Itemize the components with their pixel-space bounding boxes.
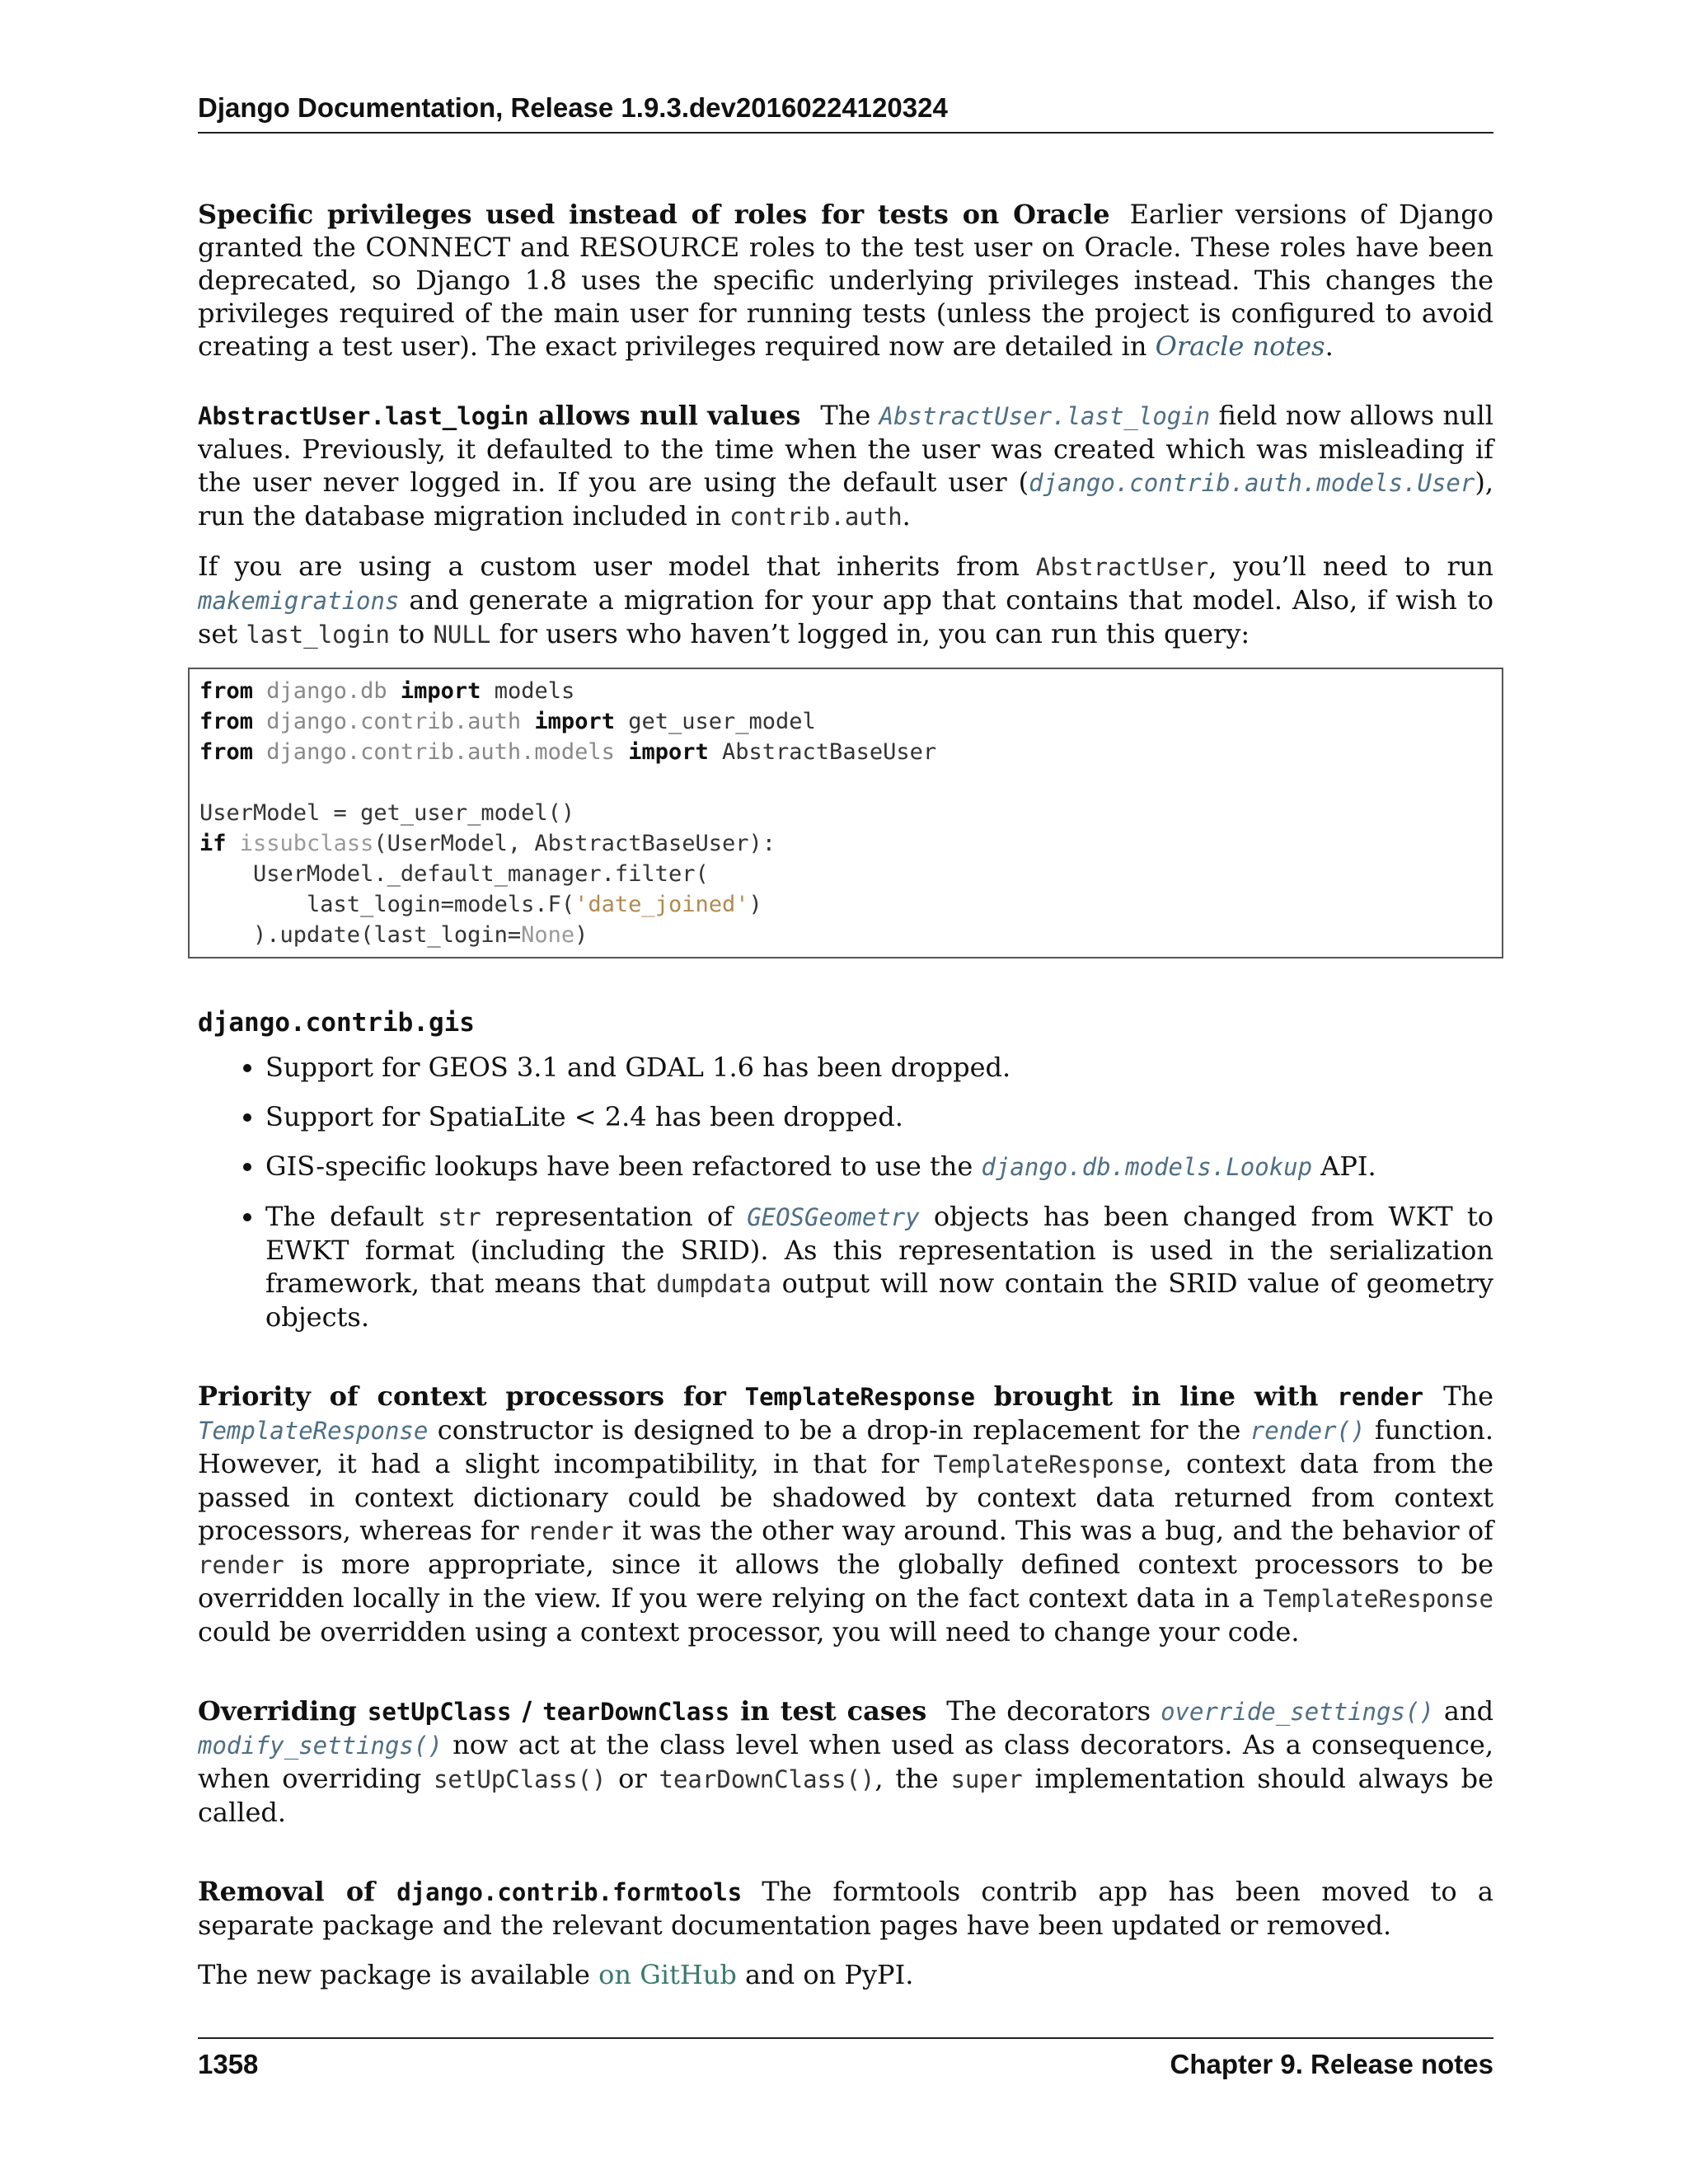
running-footer: [198, 2037, 1493, 2080]
auth-user-model-link[interactable]: django.contrib.auth.models.User: [1029, 469, 1475, 497]
section-formtools: [198, 1875, 1493, 1991]
paragraph: AbstractUser.last_login allows null values The AbstractUser.last_login field now allows null values. Previously, it defaulted to the time when the user was created which was misleading if the user never logged in. If you are using the default user (django.contrib.auth.models.User), run the database migration included in contrib.auth.: [198, 400, 1494, 532]
paragraph: The new package is available on GitHub and on PyPI.: [198, 1959, 914, 1990]
render-link[interactable]: render(): [1250, 1417, 1366, 1445]
running-header: Django Documentation, Release 1.9.3.dev20160224120324: [198, 92, 1493, 134]
page-number: 1358: [198, 2049, 259, 2079]
section-title: Overriding setUpClass / tearDownClass in test cases: [198, 1695, 927, 1727]
section-oracle-privileges: [198, 198, 1493, 363]
document-page: [198, 0, 1493, 2184]
oracle-notes-link[interactable]: Oracle notes: [1155, 330, 1325, 362]
section-title: Specific privileges used instead of roles for tests on Oracle: [198, 199, 1110, 230]
geosgeometry-link[interactable]: GEOSGeometry: [747, 1203, 920, 1231]
section-title: AbstractUser.last_login allows null values: [198, 400, 801, 431]
paragraph: Specific privileges used instead of roles for tests on Oracle Earlier versions of Django granted the CONNECT and RESOURCE roles to the test user on Oracle. These roles have been deprecated, so Django 1.8 uses the specific underlying privileges instead. This changes the privileges required of the main user for running tests (unless the project is configured to avoid creating a test user). The exact privileges required now are detailed in Oracle notes.: [198, 199, 1494, 362]
section-gis: [198, 1008, 1493, 1333]
section-title: django.contrib.gis: [198, 1008, 475, 1038]
section-title: Priority of context processors for TemplateResponse brought in line with render: [198, 1380, 1424, 1412]
page-body: [198, 198, 1493, 2027]
templateresponse-link[interactable]: TemplateResponse: [198, 1417, 429, 1445]
list-item: • Support for GEOS 3.1 and GDAL 1.6 has been dropped.: [265, 1051, 1493, 1084]
makemigrations-link[interactable]: makemigrations: [198, 587, 400, 615]
paragraph: If you are using a custom user model that inherits from AbstractUser, you’ll need to run makemigrations and generate a migration for your app that contains that model. Also, if wish to set last_login to NULL for users who haven’t logged in, you can run this query:: [198, 551, 1494, 649]
section-last-login: [198, 399, 1493, 651]
abstractuser-last-login-link[interactable]: AbstractUser.last_login: [879, 402, 1211, 430]
list-item: • The default str representation of GEOSGeometry objects has been changed from WKT to EWKT format (including the SRID). As this representation is used in the serialization framework, that means that dumpdata output will now contain the SRID value of geometry objects.: [265, 1200, 1493, 1333]
modify-settings-link[interactable]: modify_settings(): [198, 1732, 443, 1760]
chapter-label: Chapter 9. Release notes: [1170, 2049, 1493, 2079]
lookup-api-link[interactable]: django.db.models.Lookup: [981, 1153, 1313, 1181]
override-settings-link[interactable]: override_settings(): [1160, 1698, 1434, 1726]
paragraph: Priority of context processors for TemplateResponse brought in line with render The TemplateResponse constructor is designed to be a drop-in replacement for the render() function. However, it had a slight incompatibility, in that for TemplateResponse, context data from the passed in context dictionary could be shadowed by context data returned from context processors, whereas for render it was the other way around. This was a bug, and the behavior of render is more appropriate, since it allows the globally defined context processors to be overridden locally in the view. If you were relying on the fact context data in a TemplateResponse could be overridden using a context processor, you will need to change your code.: [198, 1380, 1494, 1647]
section-title: Removal of django.contrib.formtools: [198, 1876, 743, 1907]
code-block: from django.db import models from django.contrib.auth import get_user_model from django.contrib.auth.models import AbstractBaseUser UserModel = get_user_model() if issubclass(UserModel, AbstractBaseUser): UserModel._default_manager.filter( last_login=models.F('date_joined') ).update(last_login=None): [188, 668, 1503, 958]
paragraph: Overriding setUpClass / tearDownClass in test cases The decorators override_settings() and modify_settings() now act at the class level when used as class decorators. As a consequence, when overriding setUpClass() or tearDownClass(), the super implementation should always be called.: [198, 1695, 1494, 1828]
section-template-response: [198, 1380, 1493, 1648]
github-link[interactable]: on GitHub: [598, 1959, 737, 1990]
list-item: • GIS-specific lookups have been refactored to use the django.db.models.Lookup API.: [265, 1150, 1493, 1183]
section-setupclass: [198, 1694, 1493, 1829]
bullet-list: [198, 1051, 1493, 1333]
list-item: • Support for SpatiaLite < 2.4 has been dropped.: [265, 1100, 1493, 1133]
paragraph: Removal of django.contrib.formtools The formtools contrib app has been moved to a separate package and the relevant documentation pages have been updated or removed.: [198, 1876, 1494, 1941]
